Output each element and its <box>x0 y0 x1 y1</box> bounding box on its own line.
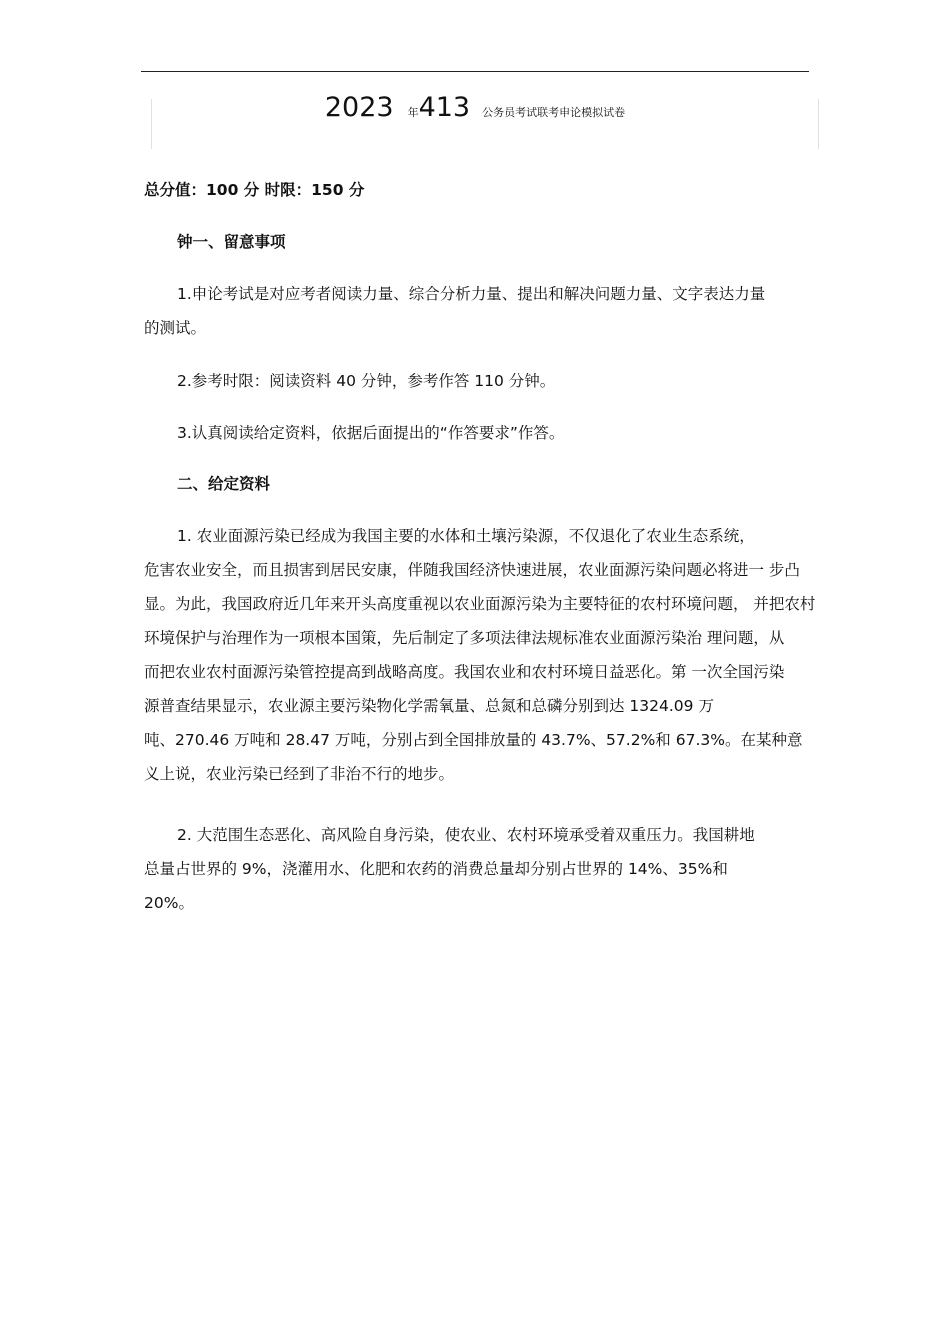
material-paragraph-2 <box>144 818 824 920</box>
paragraph-1-line: 1. 农业面源污染已经成为我国主要的水体和土壤污染源，不仅退化了农业生态系统， <box>177 527 755 545</box>
section1-heading: 钟一、留意事项 <box>177 233 286 251</box>
notice-item-2 <box>144 364 824 398</box>
material-paragraph-1 <box>144 519 824 791</box>
paragraph-2-line: 总量占世界的 9%，浇灌用水、化肥和农药的消费总量却分别占世界的 14%、35%和 <box>144 860 728 878</box>
title-year-suffix: 年 <box>407 106 419 119</box>
score-line: 总分值：100 分 时限：150 分 <box>144 181 365 199</box>
paragraph-1-line: 义上说，农业污染已经到了非治不行的地步。 <box>144 765 455 783</box>
notice-item-2-line-1: 2.参考时限：阅读资料 40 分钟，参考作答 110 分钟。 <box>177 372 556 390</box>
paragraph-1-line: 吨、270.46 万吨和 28.47 万吨，分别占到全国排放量的 43.7%、57.2%和 67.3%。在某种意 <box>144 731 803 749</box>
paragraph-1-line: 而把农业农村面源污染管控提高到战略高度。我国农业和农村环境日益恶化。第 一次全国污染 <box>144 663 785 681</box>
notice-item-1-line-2: 的测试。 <box>144 319 207 337</box>
paragraph-2-line: 2. 大范围生态恶化、高风险自身污染，使农业、农村环境承受着双重压力。我国耕地 <box>177 826 755 844</box>
notice-item-1-line-1: 1.申论考试是对应考者阅读力量、综合分析力量、提出和解决问题力量、文字表达力量 <box>177 285 766 303</box>
title-year: 2023 <box>324 92 394 123</box>
title-subtitle: 公务员考试联考申论模拟试卷 <box>482 106 626 119</box>
paragraph-1-line: 显。为此，我国政府近几年来开头高度重视以农业面源污染为主要特征的农村环境问题， 并把农村 <box>144 595 816 613</box>
section2-heading: 二、给定资料 <box>177 475 271 493</box>
document-title <box>0 92 950 123</box>
title-number: 413 <box>418 92 471 123</box>
notice-item-3-line-1: 3.认真阅读给定资料，依据后面提出的“作答要求”作答。 <box>177 424 565 442</box>
paragraph-1-line: 环境保护与治理作为一项根本国策，先后制定了多项法律法规标准农业面源污染治 理问题，从 <box>144 629 785 647</box>
paragraph-1-line: 源普查结果显示，农业源主要污染物化学需氧量、总氮和总磷分别到达 1324.09 万 <box>144 697 714 715</box>
header-rule <box>141 71 809 72</box>
notice-item-3 <box>144 416 824 450</box>
notice-item-1 <box>144 277 824 345</box>
paragraph-1-line: 危害农业安全，而且损害到居民安康，伴随我国经济快速进展，农业面源污染问题必将进一 步凸 <box>144 561 800 579</box>
paragraph-2-line: 20%。 <box>144 894 194 912</box>
